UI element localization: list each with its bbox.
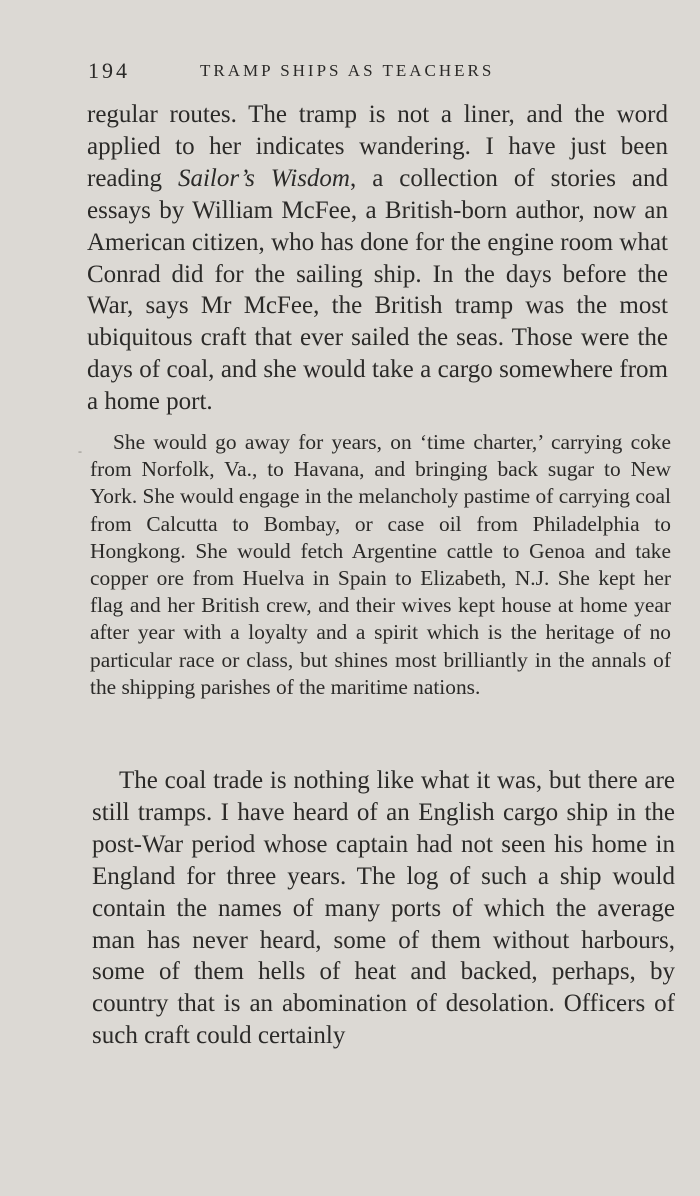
paragraph-3-text: The coal trade is nothing like what it was, but there are still tramps. I have heard of an English cargo ship in the post-War period whose captain had not seen his home in England for three years. The log of such a ship would contain the names of many ports of which the average man has never heard, some of them without harbours, some of them hells of heat and backed, perhaps, by country that is an abomination of desolation. Officers of such craft could certainly (92, 767, 675, 1050)
paragraph-1-text (87, 99, 668, 418)
paragraph-1-text-after: , a collection of stories and essays by William McFee, a British-born author, now an American citizen, who has done for the engine room what Conrad did for the sailing ship. In the days before the War, says Mr McFee, the British tramp was the most ubiquitous craft that ever sailed the seas. Those were the days of coal, and she would take a cargo somewhere from a home port. (87, 164, 668, 416)
page-header (88, 58, 648, 84)
running-head: TRAMP SHIPS AS TEACHERS (200, 61, 495, 80)
page-number: 194 (88, 58, 130, 83)
block-quote-text: She would go away for years, on ‘time charter,’ carrying coke from Norfolk, Va., to Havana, and bringing back sugar to New York. She would engage in the melancholy pastime of carrying coal from Calcutta to Bombay, or case oil from Philadelphia to Hongkong. She would fetch Argentine cattle to Genoa and take copper ore from Huelva in Spain to Elizabeth, N.J. She kept her flag and her British crew, and their wives kept house at home year after year with a loyalty and a spirit which is the heritage of no particular race or class, but shines most brilliantly in the annals of the shipping parishes of the maritime nations. (90, 430, 671, 699)
margin-mark: - (78, 444, 82, 458)
paragraph-1-text-before: regular routes. The tramp is not a liner, and the word applied to her indicates wandering. I have just been reading (87, 101, 668, 192)
paragraph-3 (92, 765, 675, 1052)
paragraph-1 (87, 99, 668, 418)
block-quote (90, 429, 671, 701)
book-title: Sailor’s Wisdom (177, 164, 350, 192)
